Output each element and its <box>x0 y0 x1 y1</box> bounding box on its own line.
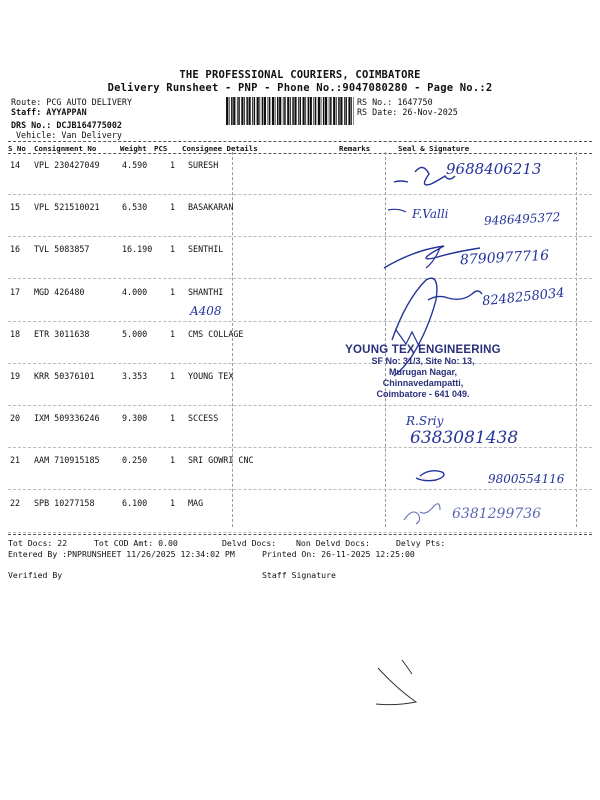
stamp-name: YOUNG TEX ENGINEERING <box>345 344 501 356</box>
row-sno: 18 <box>10 328 21 339</box>
row-pcs: 1 <box>170 244 176 255</box>
barcode-bar <box>246 97 248 125</box>
signature-scribble <box>394 181 408 182</box>
barcode-bar <box>272 97 274 125</box>
company-stamp <box>328 344 518 400</box>
row-pcs: 1 <box>170 328 176 339</box>
signature-row15: F.Valli <box>412 207 449 221</box>
barcode-bar <box>292 97 294 125</box>
phone-row15: 9486495372 <box>483 210 561 228</box>
barcode-bar <box>298 97 299 125</box>
barcode-bar <box>338 97 340 125</box>
barcode-bar <box>294 97 296 125</box>
row-consignee: SRI GOWRI CNC <box>188 455 254 466</box>
row-consignment-no: KRR 50376101 <box>34 371 95 381</box>
phone-row21: 9800554116 <box>488 472 565 486</box>
row-weight: 6.100 <box>122 497 148 508</box>
barcode-bar <box>345 97 347 125</box>
barcode-bar <box>323 97 325 125</box>
row-sno: 15 <box>10 202 21 213</box>
barcode-bar <box>254 97 256 125</box>
barcode-bar <box>279 97 281 125</box>
barcode-bar <box>351 97 352 125</box>
barcode-bar <box>244 97 245 125</box>
col-remarks: Remarks <box>339 144 371 153</box>
barcode-bar <box>252 97 253 125</box>
signature-scribble <box>416 471 444 481</box>
row-pcs: 1 <box>170 160 176 170</box>
row-sno: 20 <box>10 413 21 424</box>
header-top-rule <box>8 141 592 142</box>
row-weight: 16.190 <box>122 244 153 255</box>
barcode-bar <box>229 97 230 125</box>
row-divider <box>8 194 592 195</box>
barcode-bar <box>336 97 337 125</box>
barcode-bar <box>354 97 355 125</box>
barcode-bar <box>268 97 269 125</box>
col-weight: Weight <box>120 144 147 153</box>
vehicle-label: Vehicle: Van Delivery <box>16 130 122 140</box>
barcode-bar <box>259 97 260 125</box>
verified-by: Verified By <box>8 570 63 580</box>
barcode-bar <box>284 97 286 125</box>
drs-number: DRS No.: DCJB164775002 <box>11 120 122 130</box>
row-consignment-no: VPL 230427049 <box>34 160 100 170</box>
rs-number: RS No.: 1647750 <box>357 97 433 107</box>
non-delivered-docs: Non Delvd Docs: <box>296 538 370 548</box>
row-divider <box>8 236 592 237</box>
delivery-points: Delvy Pts: <box>396 538 446 548</box>
row-consignment-no: VPL 521510021 <box>34 202 100 213</box>
barcode-bar <box>231 97 233 125</box>
barcode-bar <box>290 97 291 125</box>
signature-tick <box>402 660 412 674</box>
row-sno: 22 <box>10 497 21 508</box>
row-pcs: 1 <box>170 286 176 297</box>
barcode-bar <box>325 97 327 125</box>
col-sno: S No <box>8 144 26 153</box>
row-divider <box>8 278 592 279</box>
row-consignment-no: MGD 426480 <box>34 286 85 297</box>
note-row18: A408 <box>190 304 222 318</box>
barcode-bar <box>344 97 345 125</box>
barcode-bar <box>300 97 302 125</box>
barcode-bar <box>238 97 240 125</box>
footer-rule <box>8 534 592 535</box>
row-weight: 3.353 <box>122 371 148 381</box>
row-sno: 17 <box>10 286 21 297</box>
barcode-bar <box>313 97 314 125</box>
col-pcs: PCS <box>154 144 168 153</box>
phone-row22: 6381299736 <box>452 506 542 522</box>
table-row <box>0 413 600 425</box>
rs-date: RS Date: 26-Nov-2025 <box>357 107 458 117</box>
barcode-bar <box>315 97 317 125</box>
barcode-bar <box>275 97 276 125</box>
row-consignee: YOUNG TEX <box>188 371 234 381</box>
barcode-bar <box>318 97 320 125</box>
barcode-bar <box>257 97 259 125</box>
barcode-bar <box>348 97 350 125</box>
barcode-bar <box>340 97 342 125</box>
company-title: THE PROFESSIONAL COURIERS, COIMBATORE <box>179 69 421 81</box>
row-consignment-no: IXM 509336246 <box>34 413 100 424</box>
row-sno: 14 <box>10 160 21 170</box>
row-consignee: SCCESS <box>188 413 219 424</box>
row-consignment-no: AAM 710915185 <box>34 455 100 466</box>
row-weight: 4.590 <box>122 160 148 170</box>
signature-row20: R.Sriy <box>406 414 444 428</box>
barcode-bar <box>262 97 264 125</box>
row-weight: 9.300 <box>122 413 148 424</box>
route-label: Route: PCG AUTO DELIVERY <box>11 97 133 107</box>
table-row <box>0 455 600 467</box>
col-consignment: Consignment No <box>34 144 97 153</box>
barcode-bar <box>241 97 243 125</box>
printed-on: Printed On: 26-11-2025 12:25:00 <box>262 549 415 559</box>
row-divider <box>8 532 592 533</box>
row-pcs: 1 <box>170 371 176 381</box>
row-pcs: 1 <box>170 202 176 213</box>
phone-row20: 6383081438 <box>410 428 519 448</box>
row-weight: 4.000 <box>122 286 148 297</box>
col-seal-signature: Seal & Signature <box>398 144 470 153</box>
barcode-bar <box>310 97 312 125</box>
stamp-line3: Chinnavedampatti, <box>382 378 464 388</box>
row-pcs: 1 <box>170 413 176 424</box>
stamp-line4: Coimbatore - 641 049. <box>376 389 470 399</box>
row-divider <box>8 489 592 490</box>
barcode-bar <box>308 97 310 125</box>
signature-tick <box>376 668 416 705</box>
runsheet-subtitle: Delivery Runsheet - PNP - Phone No.:9047080280 - Page No.:2 <box>107 82 493 94</box>
phone-row16: 8790977716 <box>459 247 550 269</box>
row-consignee: SHANTHI <box>188 286 224 297</box>
entered-by: Entered By :PNPRUNSHEET 11/26/2025 12:34:02 PM <box>8 549 235 559</box>
barcode-bar <box>321 97 322 125</box>
barcode-bar <box>283 97 284 125</box>
row-divider <box>8 321 592 322</box>
row-consignee: MAG <box>188 497 204 508</box>
barcode-bar <box>330 97 332 125</box>
total-cod-amount: Tot COD Amt: 0.00 <box>94 538 178 548</box>
phone-row14: 9688406213 <box>446 160 542 178</box>
row-pcs: 1 <box>170 497 176 508</box>
barcode-bar <box>277 97 279 125</box>
barcode-bar <box>249 97 251 125</box>
barcode-bar <box>264 97 266 125</box>
barcode <box>226 97 354 125</box>
row-weight: 6.530 <box>122 202 148 213</box>
row-consignment-no: SPB 10277158 <box>34 497 95 508</box>
staff-label: Staff: AYYAPPAN <box>11 107 87 117</box>
total-docs: Tot Docs: 22 <box>8 538 68 548</box>
barcode-bar <box>233 97 235 125</box>
row-consignee: SENTHIL <box>188 244 224 255</box>
row-weight: 0.250 <box>122 455 148 466</box>
row-consignment-no: TVL 5083857 <box>34 244 90 255</box>
row-consignment-no: ETR 3011638 <box>34 328 90 339</box>
header-bottom-rule <box>8 153 592 154</box>
barcode-bar <box>287 97 289 125</box>
delivered-docs: Delvd Docs: <box>222 538 277 548</box>
barcode-bar <box>237 97 238 125</box>
barcode-bar <box>333 97 335 125</box>
stamp-line1: SF No: 31/3, Site No: 13, <box>371 356 475 366</box>
barcode-bar <box>305 97 306 125</box>
barcode-bar <box>329 97 330 125</box>
row-divider <box>8 405 592 406</box>
row-sno: 16 <box>10 244 21 255</box>
stamp-line2: Murugan Nagar, <box>388 367 457 377</box>
row-consignee: CMS COLLAGE <box>188 328 244 339</box>
row-sno: 19 <box>10 371 21 381</box>
table-row <box>0 329 600 341</box>
barcode-bar <box>226 97 228 125</box>
row-pcs: 1 <box>170 455 176 466</box>
row-sno: 21 <box>10 455 21 466</box>
staff-signature: Staff Signature <box>262 570 336 580</box>
row-consignee: BASAKARAN <box>188 202 234 213</box>
phone-row17: 8248258034 <box>481 285 566 310</box>
barcode-bar <box>303 97 305 125</box>
row-consignee: SURESH <box>188 160 219 170</box>
row-weight: 5.000 <box>122 328 148 339</box>
col-consignee: Consignee Details <box>182 144 258 153</box>
barcode-bar <box>269 97 271 125</box>
